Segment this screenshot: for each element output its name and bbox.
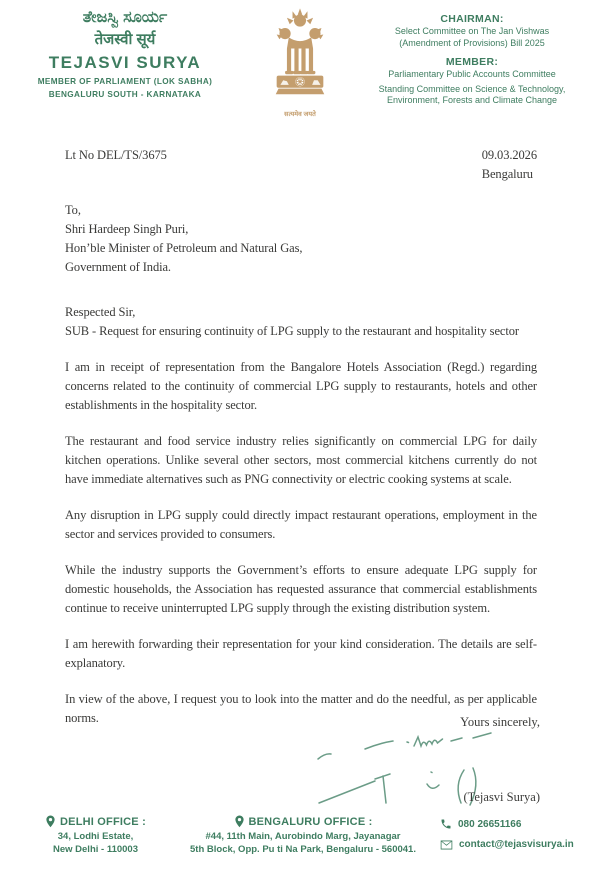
bengaluru-office-block	[178, 815, 428, 856]
recipient-org: Government of India.	[65, 260, 171, 274]
letter-paragraph: I am in receipt of representation from the Bangalore Hotels Association (Regd.) regarding concerns related to the continuity of commercial LPG supply to restaurants, hotels and other establishments in the hospitality sector.	[65, 360, 537, 412]
delhi-office-address1: 34, Lodhi Estate,	[57, 831, 134, 842]
bengaluru-office-address2: 5th Block, Opp. Pu ti Na Park, Bengaluru - 560041.	[190, 844, 416, 855]
committee-roles-block	[362, 12, 582, 107]
member-line1: Parliamentary Public Accounts Committee	[388, 69, 556, 79]
contact-block	[432, 818, 587, 859]
chairman-label: CHAIRMAN:	[440, 13, 504, 25]
mp-role-line1: MEMBER OF PARLIAMENT (LOK SABHA)	[37, 77, 213, 86]
chairman-line2: (Amendment of Provisions) Bill 2025	[399, 37, 545, 48]
letter-paragraph: In view of the above, I request you to look into the matter and do the needful, as per applicable norms.	[65, 692, 537, 725]
letterhead-footer	[0, 810, 600, 870]
emblem-motto: सत्यमेव जयते	[284, 111, 316, 118]
delhi-office-label: DELHI OFFICE :	[60, 815, 146, 828]
letter-body	[65, 146, 537, 728]
member-line2: Standing Committee on Science & Technology,	[378, 83, 566, 94]
letter-ref-number: Lt No DEL/TS/3675	[65, 148, 167, 162]
letter-paragraph: Any disruption in LPG supply could directly impact restaurant operations, employment in the sector and services provided to consumers.	[65, 508, 537, 541]
letterhead-header	[0, 0, 600, 132]
chairman-line1: Select Committee on The Jan Vishwas	[394, 26, 550, 36]
to-label: To,	[65, 203, 81, 217]
location-pin-icon	[234, 815, 245, 828]
location-pin-icon	[45, 815, 56, 828]
delhi-office-address2: New Delhi - 110003	[52, 844, 139, 855]
member-line3: Environment, Forests and Climate Change	[386, 95, 558, 105]
mp-name-english: TEJASVI SURYA	[48, 53, 202, 72]
email-icon	[440, 840, 453, 850]
member-label: MEMBER:	[445, 56, 499, 68]
phone-row	[440, 818, 587, 830]
recipient-name: Shri Hardeep Singh Puri,	[65, 222, 189, 236]
email-address: contact@tejasvisurya.in	[459, 839, 574, 850]
bengaluru-office-label: BENGALURU OFFICE :	[248, 815, 373, 828]
delhi-office-label-row	[18, 815, 173, 828]
email-row	[440, 839, 587, 850]
signature-block	[315, 713, 540, 809]
letter-paragraph: The restaurant and food service industry relies significantly on commercial LPG for daily kitchen operations. Unlike several other sectors, most commercial kitchens currently do not have immediate alternatives such as PNG connectivity or electric cooking systems at scale.	[65, 434, 537, 486]
closing-line: Yours sincerely,	[460, 715, 540, 729]
letter-date: 09.03.2026	[481, 148, 537, 162]
national-emblem	[258, 6, 342, 118]
bengaluru-office-address1: #44, 11th Main, Aurobindo Marg, Jayanagar	[205, 831, 401, 842]
recipient-block	[65, 201, 537, 277]
recipient-title: Hon’ble Minister of Petroleum and Natural Gas,	[65, 241, 303, 255]
signatory-name: (Tejasvi Surya)	[463, 790, 540, 804]
salutation-block	[65, 303, 537, 341]
letter-place: Bengaluru	[481, 167, 533, 181]
date-place-block	[482, 146, 537, 184]
letter-paragraph: While the industry supports the Government’s efforts to ensure adequate LPG supply for domestic households, the Association has requested assurance that commercial establishments continue to receive uninterrupted LPG supply through the existing distribution system.	[65, 563, 537, 615]
mp-role-line2: BENGALURU SOUTH - KARNATAKA	[48, 90, 202, 99]
ashoka-lion-capital-icon	[258, 6, 342, 106]
salutation: Respected Sir,	[65, 305, 136, 319]
delhi-office-block	[18, 815, 173, 856]
letter-paragraph: I am herewith forwarding their representation for your kind consideration. The details are self-explanatory.	[65, 637, 537, 670]
mp-name-hindi: तेजस्वी सूर्य	[94, 31, 156, 48]
phone-icon	[440, 818, 452, 830]
mp-name-kannada: ತೇಜಸ್ವಿ ಸೂರ್ಯ	[82, 9, 168, 26]
subject-line: SUB - Request for ensuring continuity of LPG supply to the restaurant and hospitality sector	[65, 324, 519, 338]
mp-identity-block	[25, 8, 225, 100]
reference-row	[65, 146, 537, 184]
bengaluru-office-label-row	[178, 815, 428, 828]
phone-number: 080 26651166	[458, 818, 522, 830]
